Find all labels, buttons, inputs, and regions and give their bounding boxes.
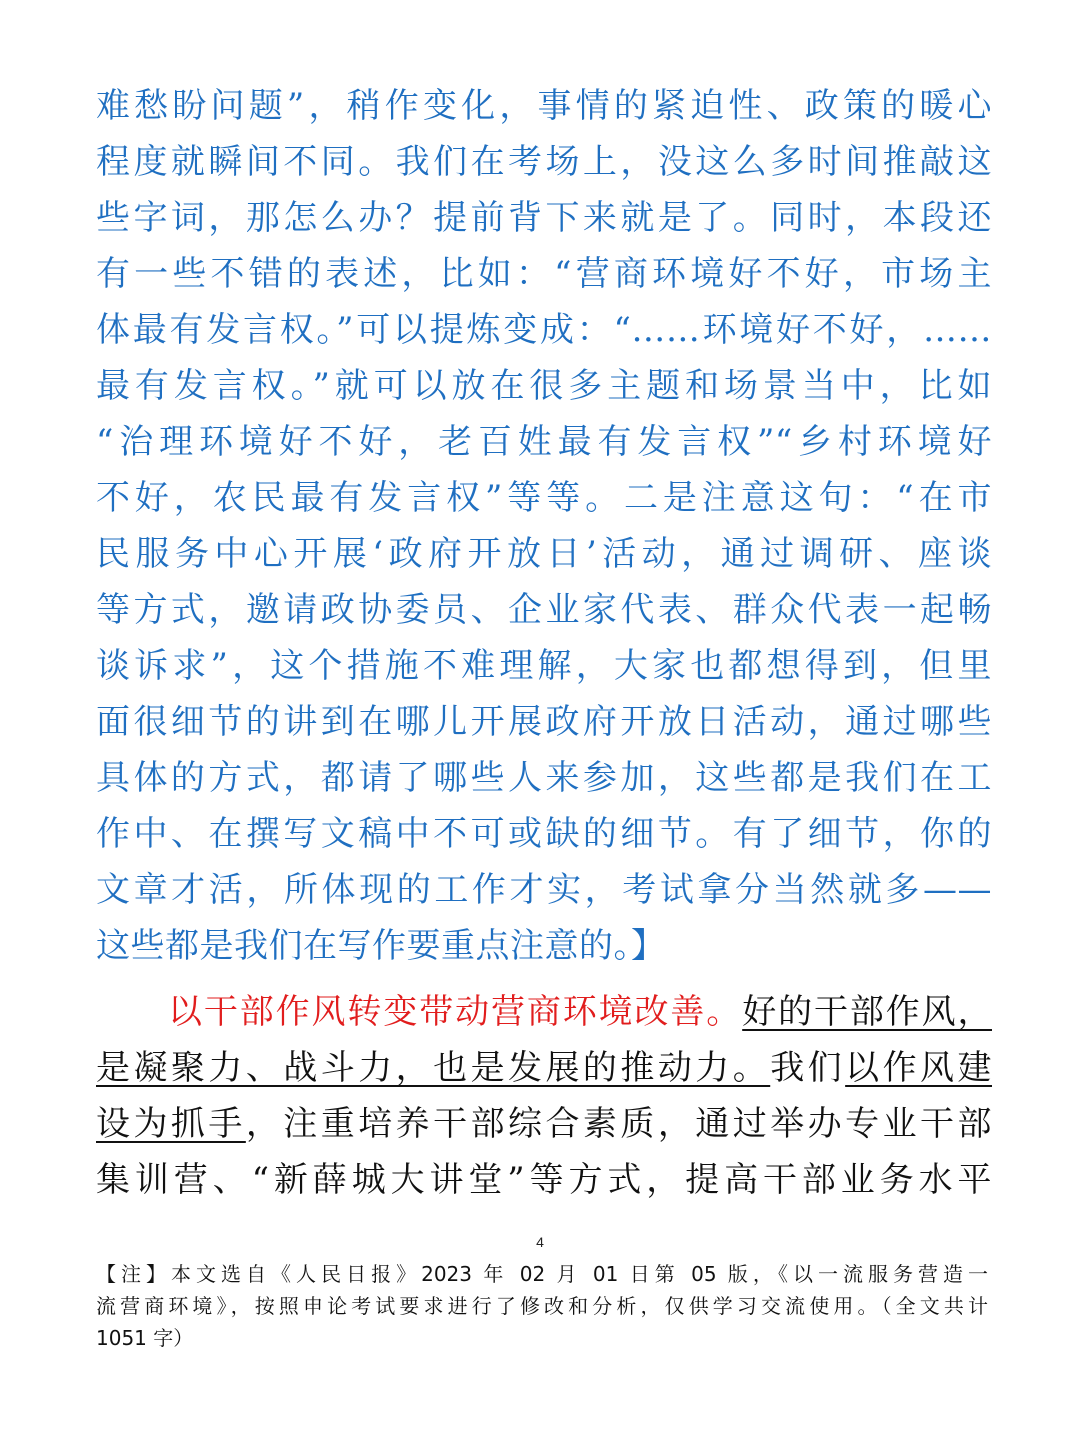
underlined-text: 以作风建 [845,1048,992,1088]
commentary-line: 有一些不错的表述，比如：“营商环境好不好，市场主 [96,254,992,294]
body-paragraph [96,984,992,1208]
commentary-line-last: 这些都是我们在写作要重点注意的。】 [96,926,666,966]
footnote-line: 流营商环境》，按照申论考试要求进行了修改和分析，仅供学习交流使用。（全文共计 [96,1294,988,1318]
footnote [96,1258,988,1354]
body-line [96,1096,992,1152]
page-number: 4 [536,1234,544,1250]
footnote-line: 【注】本文选自《人民日报》2023 年 02 月 01 日第 05 版，《以一流服务营造一 [96,1262,988,1286]
commentary-line: 难愁盼问题”，稍作变化，事情的紧迫性、政策的暖心 [96,86,992,126]
body-text: 我们 [770,1048,846,1088]
commentary-line: 谈诉求”，这个措施不难理解，大家也都想得到，但里 [96,646,992,686]
underlined-text: 好的干部作风， [742,992,992,1032]
commentary-line: 民服务中心开展‘政府开放日’活动，通过调研、座谈 [96,534,992,574]
commentary-line: 文章才活，所体现的工作才实，考试拿分当然就多—— [96,870,992,910]
commentary-block [96,78,992,974]
commentary-line: 体最有发言权。”可以提炼变成：“……环境好不好，…… [96,310,992,350]
body-line [96,1040,992,1096]
commentary-line: 最有发言权。”就可以放在很多主题和场景当中，比如 [96,366,992,406]
commentary-line: 面很细节的讲到在哪儿开展政府开放日活动，通过哪些 [96,702,992,742]
commentary-line: 作中、在撰写文稿中不可或缺的细节。有了细节，你的 [96,814,992,854]
underlined-text: 设为抓手 [96,1104,246,1144]
commentary-line: 程度就瞬间不同。我们在考场上，没这么多时间推敲这 [96,142,992,182]
footnote-line: 1051 字） [96,1326,194,1350]
underlined-text: 是凝聚力、战斗力，也是发展的推动力。 [96,1048,771,1088]
commentary-line: “治理环境好不好，老百姓最有发言权”“乡村环境好 [96,422,992,462]
body-line: 集训营、“新薛城大讲堂”等方式，提高干部业务水平 [96,1160,992,1200]
body-text: ，注重培养干部综合素质，通过举办专业干部 [245,1104,992,1144]
commentary-line: 等方式，邀请政协委员、企业家代表、群众代表一起畅 [96,590,992,630]
section-heading: 以干部作风转变带动营商环境改善。 [168,992,743,1032]
commentary-line: 不好，农民最有发言权”等等。二是注意这句：“在市 [96,478,992,518]
commentary-line: 些字词，那怎么办？提前背下来就是了。同时，本段还 [96,198,992,238]
commentary-line: 具体的方式，都请了哪些人来参加，这些都是我们在工 [96,758,992,798]
body-line [96,984,992,1040]
